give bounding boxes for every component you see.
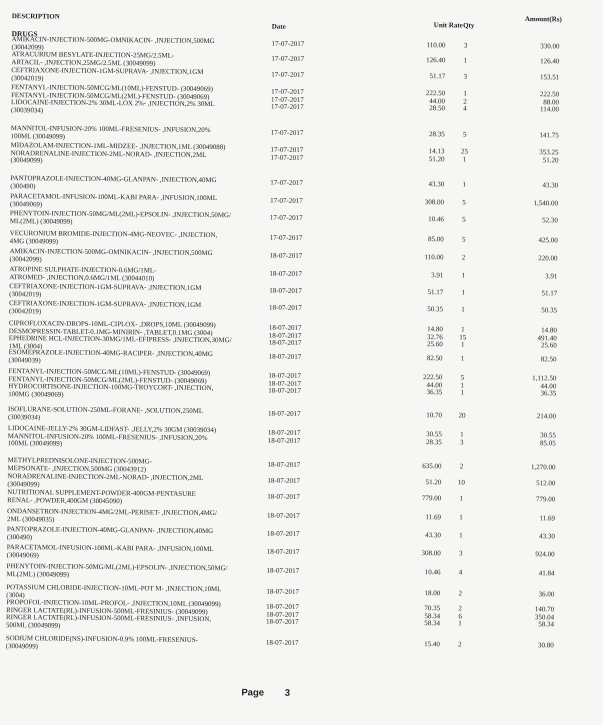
- item-description: PARACETAMOL-INFUSION-100ML-KABI PARA- ,INFUSION,100ML (30049069): [6, 544, 214, 560]
- item-date: 17-07-2017 17-07-2017 17-07-2017: [270, 87, 304, 112]
- item-description: AMIKACIN-INJECTION-500MG-OMNIKACIN- ,INJECTION,500MG (30042099): [11, 36, 215, 52]
- table-row: [0, 599, 597, 630]
- item-unit-rate: 43.30: [425, 531, 441, 540]
- item-date: 18-07-2017 18-07-2017 18-07-2017: [268, 323, 302, 348]
- item-unit-rate: 85.00: [427, 235, 444, 244]
- section-title: DRUGS: [11, 29, 38, 39]
- item-date: 18-07-2017: [268, 352, 302, 361]
- item-date: 18-07-2017: [267, 492, 300, 501]
- item-date: 18-07-2017: [267, 460, 301, 469]
- item-date: 18-07-2017: [269, 303, 302, 312]
- item-qty: 10: [457, 478, 465, 487]
- item-qty: 1 2 4: [463, 89, 467, 113]
- item-date: 17-07-2017 17-07-2017: [270, 145, 304, 162]
- item-description: CIPROFLOXACIN-DROPS-10ML-CIPLOX- ,DROPS,10ML (30049099) DESMOPRESSIN-TABLET-0.1MG-MINIRIN- ,TABLET,0.1MG (3004) EPHEDRINE HCL-INJECTION-30MG/1ML-EFIPRESS- ,INJECTION,30MG/ 1ML (3004): [8, 320, 232, 351]
- item-qty: 5 1 1: [460, 373, 465, 397]
- item-unit-rate: 51.17: [429, 72, 446, 81]
- item-unit-rate: 18.00: [424, 589, 441, 598]
- item-date: 18-07-2017: [269, 286, 302, 295]
- item-description: PANTOPRAZOLE-INJECTION-40MG-GLANPAN- ,INJECTION,40MG (300490): [6, 526, 214, 542]
- item-unit-rate: 28.35: [428, 130, 445, 139]
- item-description: CEFTRIAXONE-INJECTION-1GM-SUPRAVA- ,INJECTION,1GM (30042019): [8, 300, 202, 316]
- item-description: PARACETAMOL-INFUSION-100ML-KABI PARA- ,INFUSION,100ML (30049069): [10, 193, 217, 209]
- item-qty: 20: [458, 411, 466, 420]
- item-unit-rate: 308.00: [421, 549, 441, 558]
- item-description: POTASSIUM CHLORIDE-INJECTION-10ML-POT M- ,INJECTION,10ML (3004): [6, 584, 222, 599]
- item-qty: 5: [461, 235, 466, 244]
- item-qty: 2: [461, 253, 466, 262]
- item-amount: 50.35: [541, 306, 558, 315]
- item-unit-rate: 30.55 28.35: [425, 430, 442, 446]
- item-description: FENTANYL-INJECTION-50MCG/ML(10ML)-FENSTUD- (30049069) FENTANYL-INJECTION-50MCG/ML(2ML)-FENSTUD- (30049069) LIDOCAINE-INJECTION-2% 30ML-LOX 2%- ,INJECTION,2% 30ML (30039034): [10, 84, 215, 115]
- item-qty: 5: [462, 215, 466, 224]
- item-qty: 1: [462, 180, 467, 189]
- item-amount: 43.30: [539, 532, 555, 541]
- item-unit-rate: 51.17: [427, 288, 444, 297]
- page-footer: [241, 687, 290, 698]
- item-unit-rate: 3.91: [431, 271, 444, 280]
- item-unit-rate: 10.46: [424, 568, 441, 577]
- item-qty: 1: [459, 531, 463, 540]
- item-unit-rate: 82.50: [426, 354, 443, 363]
- item-qty: 2: [458, 640, 462, 649]
- item-description: ONDANSETRON-INJECTION-4MG/2ML-PERISET- ,INJECTION,4MG/ 2ML (30049035): [6, 508, 217, 524]
- item-description: ATRACURIUM BESYLATE-INJECTION-25MG/2.5ML- ARTACIL- ,INJECTION,25MG/2.5ML (30049099): [11, 51, 175, 68]
- item-amount: 779.00: [535, 495, 556, 504]
- item-date: 18-07-2017: [266, 529, 300, 538]
- item-qty: 1: [461, 305, 465, 314]
- item-unit-rate: 110.00: [426, 41, 446, 50]
- item-unit-rate: 779.00: [421, 494, 442, 503]
- item-description: PROPOFOL-INJECTION-10ML-PROFOL- ,INJECTION,10ML (30049099) RINGER LACTATE(RL)-INFUSION-500ML-FRESINIUS- (30049099) RINGER LACTATE(RL)-INFUSION-500ML-FRESINIUS- ,INFUSION, 500ML (30049099): [5, 599, 221, 630]
- item-date: 17-07-2017: [270, 196, 303, 205]
- item-amount: 924.00: [535, 550, 555, 559]
- item-unit-rate: 10.70: [426, 411, 443, 420]
- item-amount: 1,270.00: [531, 463, 556, 472]
- item-description: CEFTRIAXONE-INJECTION-1GM-SUPRAVA- ,INJECTION,1GM (30042019): [9, 283, 202, 299]
- item-qty: 3: [463, 72, 468, 81]
- item-date: 18-07-2017: [269, 251, 303, 260]
- item-unit-rate: 70.35 58.34 58.34: [424, 604, 441, 628]
- item-description: SODIUM CHLORIDE(NS)-INFUSION-0.9% 100ML-FRESENIUS- (30049099): [5, 635, 198, 651]
- header-date: Date: [271, 22, 286, 31]
- item-description: NUTRITIONAL SUPPLEMENT-POWDER-400GM-PENTASURE RENAL- ,POWDER,400GM (30045090): [7, 489, 196, 505]
- item-description: METHYLPREDNISOLONE-INJECTION-500MG- MEPSONATE- ,INJECTION,500MG (30043912): [7, 457, 152, 474]
- item-date: 18-07-2017: [266, 587, 300, 596]
- item-qty: 1: [463, 56, 468, 65]
- item-unit-rate: 14.13 51.20: [428, 147, 445, 163]
- item-description: PHENYTOIN-INJECTION-50MG/ML(2ML)-EPSOLIN- ,INJECTION,50MG/ ML(2ML) (30049099): [6, 563, 228, 579]
- item-date: 17-07-2017: [269, 233, 303, 242]
- header-qty: Qty: [463, 21, 475, 30]
- item-amount: 30.80: [538, 641, 554, 650]
- item-qty: 1: [461, 288, 466, 297]
- item-unit-rate: 15.40: [424, 640, 440, 649]
- item-amount: 14.80 491.40 25.60: [537, 326, 557, 350]
- item-date: 18-07-2017: [269, 269, 303, 278]
- item-unit-rate: 635.00: [422, 462, 442, 471]
- item-date: 18-07-2017 18-07-2017 18-07-2017: [268, 371, 302, 396]
- item-description: FENTANYL-INJECTION-50MCG/ML(10ML)-FENSTUD- (30049069) FENTANYL-INJECTION-50MCG/ML(2ML)-FENSTUD- (30049069) HYDROCORTISONE-INJECTION-100MG-TROYCORT- ,INJECTION, 100MG (30049069): [8, 368, 214, 399]
- item-amount: 41.84: [538, 569, 555, 578]
- item-amount: 140.70 350.04 58.34: [534, 605, 555, 629]
- item-date: 17-07-2017: [271, 70, 305, 79]
- item-amount: 330.00: [540, 42, 560, 51]
- item-date: 18-07-2017: [267, 476, 301, 485]
- item-qty: 1: [459, 513, 463, 522]
- item-unit-rate: 11.69: [425, 513, 442, 522]
- item-unit-rate: 43.30: [428, 180, 445, 189]
- item-amount: 1,540.00: [533, 199, 559, 208]
- item-description: VECURONIUM BROMIDE-INJECTION-4MG-NEOVEC- ,INJECTION, 4MG (30049099): [9, 230, 218, 246]
- item-description: PANTOPRAZOLE-INJECTION-40MG-GLANPAN- ,INJECTION,40MG (300490): [10, 175, 217, 191]
- header-amount: Amount(Rs): [524, 15, 562, 24]
- item-amount: 512.00: [536, 479, 556, 488]
- item-amount: 425.00: [538, 236, 558, 245]
- item-description: MIDAZOLAM-INJECTION-1ML-MIDZEE- ,INJECTION,1ML (30049088) NORADRENALINE-INJECTION-2ML-NORAD- ,INJECTION,2ML (30049099): [10, 142, 226, 165]
- item-amount: 153.51: [539, 73, 560, 82]
- item-amount: 141.75: [539, 131, 559, 140]
- item-qty: 2 6 1: [458, 604, 462, 628]
- item-qty: 1 15 1: [459, 325, 467, 349]
- header-description: DESCRIPTION: [11, 13, 60, 21]
- item-amount: 3.91: [545, 272, 558, 281]
- item-description: ESOMEPRAZOLE-INJECTION-40MG-RACIPER- ,INJECTION,40MG (30049039): [8, 349, 213, 365]
- item-unit-rate: 222.50 44.00 36.35: [423, 373, 443, 397]
- item-unit-rate: 126.40: [426, 56, 446, 65]
- table-row: [0, 320, 600, 351]
- item-description: ATROPINE SULPHATE-INJECTION-0.6MG/1ML- ATROMED- ,INJECTION,0.6MG/1ML (30044010): [9, 266, 157, 283]
- item-qty: 1: [459, 494, 464, 503]
- item-date: 18-07-2017: [267, 511, 300, 520]
- item-qty: 5: [462, 198, 466, 207]
- item-date: 17-07-2017: [269, 213, 303, 222]
- item-qty: 1 3: [459, 430, 464, 447]
- item-amount: 11.69: [539, 514, 556, 523]
- item-amount: 353.25 51.20: [539, 148, 559, 165]
- item-amount: 43.30: [542, 181, 559, 190]
- item-amount: 126.40: [540, 57, 560, 66]
- item-date: 17-07-2017: [271, 54, 305, 63]
- item-qty: 3: [463, 41, 468, 50]
- item-description: NORADRENALINE-INJECTION-2ML-NORAD- ,INJECTION,2ML (30049099): [7, 473, 204, 489]
- item-unit-rate: 110.00: [424, 253, 444, 262]
- item-qty: 2: [458, 589, 463, 598]
- item-date: 18-07-2017: [268, 409, 301, 418]
- item-qty: 1: [460, 354, 465, 363]
- item-date: 18-07-2017 18-07-2017 18-07-2017: [266, 602, 299, 627]
- item-date: 18-07-2017: [266, 566, 300, 575]
- item-qty: 5: [462, 130, 467, 139]
- item-unit-rate: 50.35: [427, 305, 444, 314]
- item-date: 17-07-2017: [270, 178, 303, 187]
- item-amount: 52.30: [542, 216, 558, 225]
- table-row: [0, 425, 599, 453]
- item-description: AMIKACIN-INJECTION-500MG-OMNIKACIN- ,INJECTION,500MG (30042099): [9, 248, 213, 264]
- item-unit-rate: 222.50 44.00 28.50: [425, 89, 446, 113]
- page-number: 3: [284, 687, 291, 699]
- item-qty: 25 1: [461, 147, 469, 164]
- item-qty: 4: [458, 568, 463, 577]
- item-amount: 1,112.50 44.00 36.35: [532, 374, 557, 398]
- item-unit-rate: 51.20: [425, 478, 442, 487]
- item-amount: 82.50: [540, 355, 557, 364]
- header-unit-rate: Unit Rate: [433, 21, 463, 30]
- item-description: CEFTRIAXONE-INJECTION-1GM-SUPRAVA- ,INJECTION,1GM (30042019): [11, 67, 204, 83]
- item-amount: 51.17: [541, 289, 558, 298]
- item-amount: 222.50 88.00 114.00: [539, 90, 560, 114]
- table-row: [0, 84, 602, 115]
- item-qty: 1: [461, 271, 466, 280]
- item-amount: 220.00: [538, 254, 558, 263]
- item-description: LIDOCAINE-JELLY-2% 30GM-LIDFAST- ,JELLY,2% 30GM (30039034) MANNITOL-INFUSION-20% 100ML-FRESENIUS- ,INFUSION,20% 100ML (30049099): [7, 425, 217, 449]
- item-qty: 3: [458, 549, 463, 558]
- item-amount: 36.00: [538, 590, 555, 599]
- item-unit-rate: 14.80 32.76 25.60: [426, 325, 443, 349]
- item-amount: 214.00: [536, 412, 557, 421]
- table-row: [0, 142, 602, 170]
- item-date: 18-07-2017 18-07-2017: [267, 428, 301, 445]
- item-date: 17-07-2017: [271, 39, 305, 48]
- item-date: 17-07-2017: [270, 128, 304, 137]
- item-date: 18-07-2017: [265, 638, 299, 647]
- table-row: [0, 635, 597, 663]
- item-amount: 30.55 85.05: [539, 431, 556, 448]
- item-qty: 2: [459, 462, 464, 471]
- item-date: 18-07-2017: [266, 547, 300, 556]
- item-description: MANNITOL-INFUSION-20% 100ML-FRESENIUS- ,INFUSION,20% 100ML (30049099): [10, 125, 211, 141]
- item-description: PHENYTOIN-INJECTION-50MG/ML(2ML)-EPSOLIN- ,INJECTION,50MG/ ML(2ML) (30049099): [9, 210, 231, 226]
- item-description: ISOFLURANE-SOLUTION-250ML-FORANE- ,SOLUTION,250ML (30039034): [7, 406, 204, 422]
- page-label: Page: [241, 687, 265, 699]
- item-unit-rate: 308.00: [424, 198, 445, 207]
- table-row: [0, 368, 599, 399]
- item-unit-rate: 10.46: [428, 215, 444, 224]
